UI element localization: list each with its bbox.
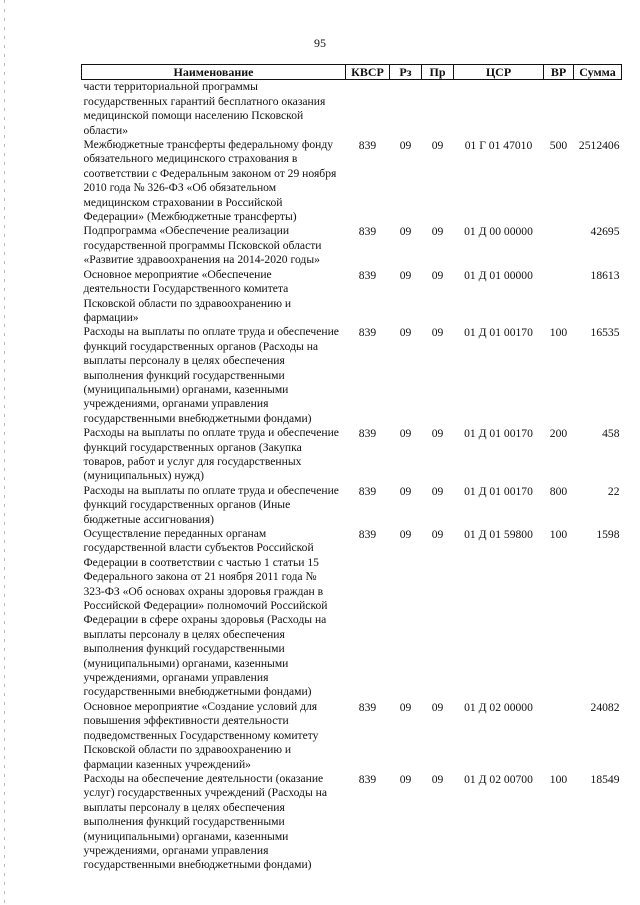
page-number: 95 (314, 36, 326, 50)
cell-sum: 18549 (590, 772, 620, 786)
cell-kvsr: 839 (358, 268, 377, 282)
cell-pr: 09 (431, 528, 444, 541)
cell-pr (422, 80, 454, 138)
header-rz: Рз (390, 65, 422, 80)
cell-vr: 200 (549, 427, 568, 441)
cell-sum: 22 (607, 484, 620, 498)
header-vr: ВР (544, 65, 574, 80)
header-csr: ЦСР (454, 65, 544, 80)
scan-edge (4, 0, 5, 905)
cell-vr (544, 700, 574, 772)
cell-name: Основное мероприятие «Создание условий для повышения эффективности деятельности подведомственных Государственному комитету Псковской области по здравоохранению и фармации казенных учреждений» (83, 699, 319, 771)
cell-vr: 800 (549, 484, 568, 498)
cell-csr: 01 Д 01 00000 (464, 268, 533, 282)
header-pr: Пр (422, 65, 454, 80)
budget-table (81, 64, 622, 873)
cell-kvsr: 839 (358, 528, 377, 541)
cell-vr: 100 (549, 326, 568, 340)
cell-kvsr: 839 (358, 139, 377, 153)
cell-sum: 42695 (590, 225, 620, 239)
cell-rz: 09 (399, 268, 412, 282)
cell-vr: 100 (549, 528, 568, 541)
table-row (82, 772, 622, 873)
header-sum: Сумма (574, 65, 622, 80)
header-kvsr: КВСР (346, 65, 390, 80)
cell-kvsr: 839 (358, 700, 377, 714)
cell-rz (390, 80, 422, 138)
cell-pr: 09 (431, 484, 444, 498)
cell-pr: 09 (431, 772, 444, 786)
cell-rz: 09 (399, 326, 412, 340)
table-header-row (82, 65, 622, 80)
table-row (82, 426, 622, 484)
cell-name: Расходы на обеспечение деятельности (оказание услуг) государственных учреждений (Расходы на выплаты персоналу в целях обеспечения выполнения функций государственными (муниципальными) органами, казенными учреждениями, органами управления государственными внебюджетными фондами) (83, 771, 327, 872)
cell-rz: 09 (399, 528, 412, 541)
cell-name: Расходы на выплаты по оплате труда и обеспечение функций государственных органов (Расходы на выплаты персоналу в целях обеспечения выполнения функций государственными (муниципальными) органами, казенными учреждениями, органами управления государственными внебюджетными фондами) (83, 325, 339, 425)
cell-rz: 09 (399, 484, 412, 498)
cell-name: Расходы на выплаты по оплате труда и обеспечение функций государственных органов (Иные бюджетные ассигнования) (83, 483, 339, 526)
cell-pr: 09 (431, 225, 444, 239)
cell-sum (574, 80, 622, 138)
cell-csr: 01 Д 01 00170 (464, 427, 533, 441)
table-row (82, 224, 622, 267)
cell-name: Межбюджетные трансферты федеральному фонду обязательного медицинского страхования в соответствии с Федеральным законом от 29 ноября 2010 года № 326-ФЗ «Об обязательном медицинском страховании в Российской Федерации» (Межбюджетные трансферты) (83, 138, 337, 224)
cell-vr: 100 (549, 772, 568, 786)
cell-vr: 500 (549, 139, 568, 153)
table-row (82, 325, 622, 426)
cell-kvsr (346, 80, 390, 138)
cell-pr: 09 (431, 268, 444, 282)
cell-rz: 09 (399, 427, 412, 441)
table-row (82, 700, 622, 772)
cell-pr: 09 (431, 700, 444, 714)
cell-sum: 24082 (590, 700, 620, 714)
cell-csr: 01 Д 02 00000 (464, 700, 533, 714)
cell-sum: 18613 (590, 268, 620, 282)
table-row (82, 138, 622, 224)
cell-vr (544, 268, 574, 326)
header-name: Наименование (82, 65, 346, 80)
cell-rz: 09 (399, 139, 412, 153)
cell-pr: 09 (431, 427, 444, 441)
cell-csr: 01 Д 01 00170 (464, 326, 533, 340)
cell-kvsr: 839 (358, 326, 377, 340)
cell-csr: 01 Д 02 00700 (464, 772, 533, 786)
table-row (82, 268, 622, 326)
cell-vr (544, 224, 574, 267)
table-row (82, 80, 622, 138)
cell-vr (544, 80, 574, 138)
cell-name: Подпрограмма «Обеспечение реализации государственной программы Псковской области «Развитие здравоохранения на 2014-2020 годы» (83, 224, 322, 267)
cell-kvsr: 839 (358, 484, 377, 498)
cell-rz: 09 (399, 772, 412, 786)
cell-rz: 09 (399, 700, 412, 714)
table-row (82, 484, 622, 527)
cell-csr: 01 Д 01 00170 (464, 484, 533, 498)
cell-kvsr: 839 (358, 225, 377, 239)
cell-sum: 16535 (590, 326, 620, 340)
cell-sum: 458 (602, 427, 620, 441)
cell-sum: 1598 (596, 528, 620, 541)
cell-sum: 2512406 (578, 139, 620, 153)
cell-csr (454, 80, 544, 138)
cell-csr: 01 Д 01 59800 (464, 528, 533, 541)
cell-pr: 09 (431, 326, 444, 340)
cell-kvsr: 839 (358, 427, 377, 441)
cell-rz: 09 (399, 225, 412, 239)
cell-pr: 09 (431, 139, 444, 153)
cell-kvsr: 839 (358, 772, 377, 786)
cell-csr: 01 Д 00 00000 (464, 225, 533, 239)
cell-csr: 01 Г 01 47010 (464, 139, 533, 153)
cell-name: части территориальной программы государственных гарантий бесплатного оказания медицинской помощи населению Псковской области» (83, 80, 326, 137)
table-row (82, 527, 622, 700)
cell-name: Основное мероприятие «Обеспечение деятельности Государственного комитета Псковской области по здравоохранению и фармации» (83, 267, 292, 324)
cell-name: Осуществление переданных органам государственной власти субъектов Российской Федерации в соответствии с частью 1 статьи 15 Федерального закона от 21 ноября 2011 года № 323-ФЗ «Об основах охраны здоровья граждан в Российской Федерации» полномочий Российской Федерации в сфере охраны здоровья (Расходы на выплаты персоналу в целях обеспечения выполнения функций государственными (муниципальными) органами, казенными учреждениями, органами управления государственными внебюджетными фондами) (83, 527, 328, 699)
cell-name: Расходы на выплаты по оплате труда и обеспечение функций государственных органов (Закупка товаров, работ и услуг для государственных (муниципальных) нужд) (83, 426, 339, 483)
